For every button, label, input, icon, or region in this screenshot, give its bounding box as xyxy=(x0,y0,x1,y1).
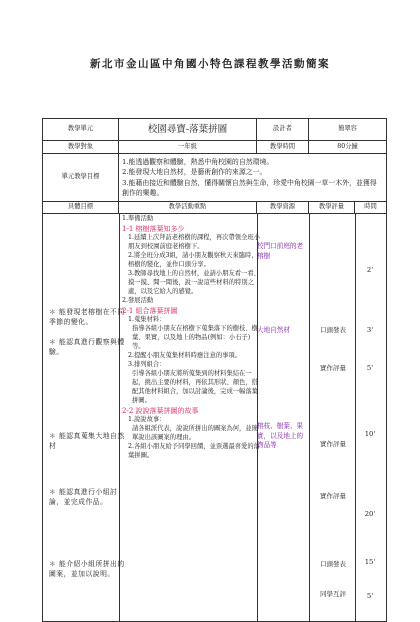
designer-label: 設計者 xyxy=(257,119,309,141)
specific-goal: ＊ 能發現老榕樹在不同季節的變化。 xyxy=(49,308,125,326)
step-item: 3.教師尋找地上的自然材，並請小朋友看一看、摸一摸、聞一聞後，說一說這些材料的特別之處，以及它給人的感覺。 xyxy=(128,270,260,296)
evaluation: 實作評量 xyxy=(320,492,346,500)
step-item: 1.蒐集材料： xyxy=(128,316,166,324)
designer-name: 簡翠容 xyxy=(309,119,387,141)
step-item: 2.各組小朋友給予同學回饋，並票選最喜愛的落葉拼圖。 xyxy=(128,443,260,460)
evaluation: 口頭發表 xyxy=(320,326,346,334)
time-value: 15' xyxy=(364,558,376,566)
time-value: 10' xyxy=(364,430,376,438)
resource: 榕枝、樹葉、果實，以及地上的物品等 xyxy=(257,422,304,450)
step-item: 1.說說故事： xyxy=(128,416,166,424)
specific-goal: ＊ 能介紹小組所拼出的圖案，並加以說明。 xyxy=(49,560,125,578)
time-value: 3' xyxy=(366,326,374,334)
evaluation: 口頭發表 xyxy=(320,560,346,568)
section-heading: 1-1 榕樹落葉知多少 xyxy=(122,224,185,233)
evaluation: 實作評量 xyxy=(320,440,346,448)
step-item: 2.將全班分成3組，請小朋友觀察秋天來臨時，榕樹的變化，並作口頭分享。 xyxy=(128,252,258,269)
activity-body xyxy=(43,214,387,622)
col-header-evaluation: 教學評量 xyxy=(309,202,355,214)
target-label: 教學對象 xyxy=(43,141,119,154)
resource: 校門口前庭的老榕樹 xyxy=(257,242,304,260)
activity-steps xyxy=(119,215,263,461)
target-value: 一年級 xyxy=(119,141,257,154)
step-item: 1.延續上次拜訪老榕樹的課程，再次帶領全班小朋友到校園前庭老榕樹下。 xyxy=(128,234,260,251)
page-title: 新北市金山區中角國小特色課程教學活動簡案 xyxy=(90,58,330,70)
unit-goal: 3.能藉由接近和體驗自然，懂得關懷自然與生命，珍愛中角校園一草一木外，並獲得創作的樂趣。 xyxy=(122,178,377,197)
resource: 大地自然材 xyxy=(257,326,290,334)
unit-goals xyxy=(119,154,387,202)
unit-goal: 2.能發現大地自然材，是藝術創作的來源之一。 xyxy=(122,168,267,177)
specific-goal: ＊ 能認真進行小組討論，並完成作品。 xyxy=(49,488,118,506)
unit-label: 教學單元 xyxy=(43,119,119,141)
step-item: 指導各組小朋友在榕樹下蒐集落下的樹枝、樹葉、果實，以及地上的物品(例如：小石子)等。 xyxy=(132,325,258,351)
col-header-time: 時間 xyxy=(355,202,387,214)
evaluation: 實作評量 xyxy=(320,364,346,372)
step-item: 引導各組小朋友將所蒐集到的材料集結在一起，挑出主要的材料，再依其形狀、顏色，搭配其他材料組合，加以討論後，完成一幅落葉拼圖。 xyxy=(132,370,258,404)
step-item: 請各組派代表，說說所拼出的圖案為何，並簡單說出該圖案的理由。 xyxy=(132,425,258,442)
lesson-plan-table xyxy=(42,118,387,622)
time-value: 20' xyxy=(364,510,376,518)
time-value: 5' xyxy=(366,364,374,372)
step-heading: 1.準備活動 xyxy=(122,215,154,222)
time-value: 5' xyxy=(366,592,374,600)
col-header-resource: 教學資源 xyxy=(257,202,309,214)
time-value: 2' xyxy=(366,266,374,274)
unit-goal: 1.能透過觀察和體驗，熱悉中角校園的自然環境。 xyxy=(122,157,274,166)
time-value: 80分鐘 xyxy=(309,141,387,154)
specific-goal: ＊ 能認真進行觀察與體驗。 xyxy=(49,338,125,356)
section-heading: 2-2 說說落葉拼圖的故事 xyxy=(122,406,199,415)
col-header-activity: 教學活動重點 xyxy=(119,202,257,214)
unit-name: 校園尋寶-落葉拼圖 xyxy=(119,119,257,141)
specific-goal: ＊ 能認真蒐集大地自然材 xyxy=(49,432,125,450)
step-item: 3.排列組合： xyxy=(128,361,166,369)
time-label: 教學時間 xyxy=(257,141,309,154)
step-item: 2.提醒小朋友蒐集材料時應注意的事項。 xyxy=(128,352,242,360)
evaluation: 同學互評 xyxy=(320,590,346,598)
section-heading: 2-1 組合落葉拼圖 xyxy=(122,306,178,315)
step-heading: 2.發展活動 xyxy=(122,297,154,304)
goal-label: 單元教學目標 xyxy=(43,154,119,202)
col-header-goal: 具體目標 xyxy=(43,202,119,214)
